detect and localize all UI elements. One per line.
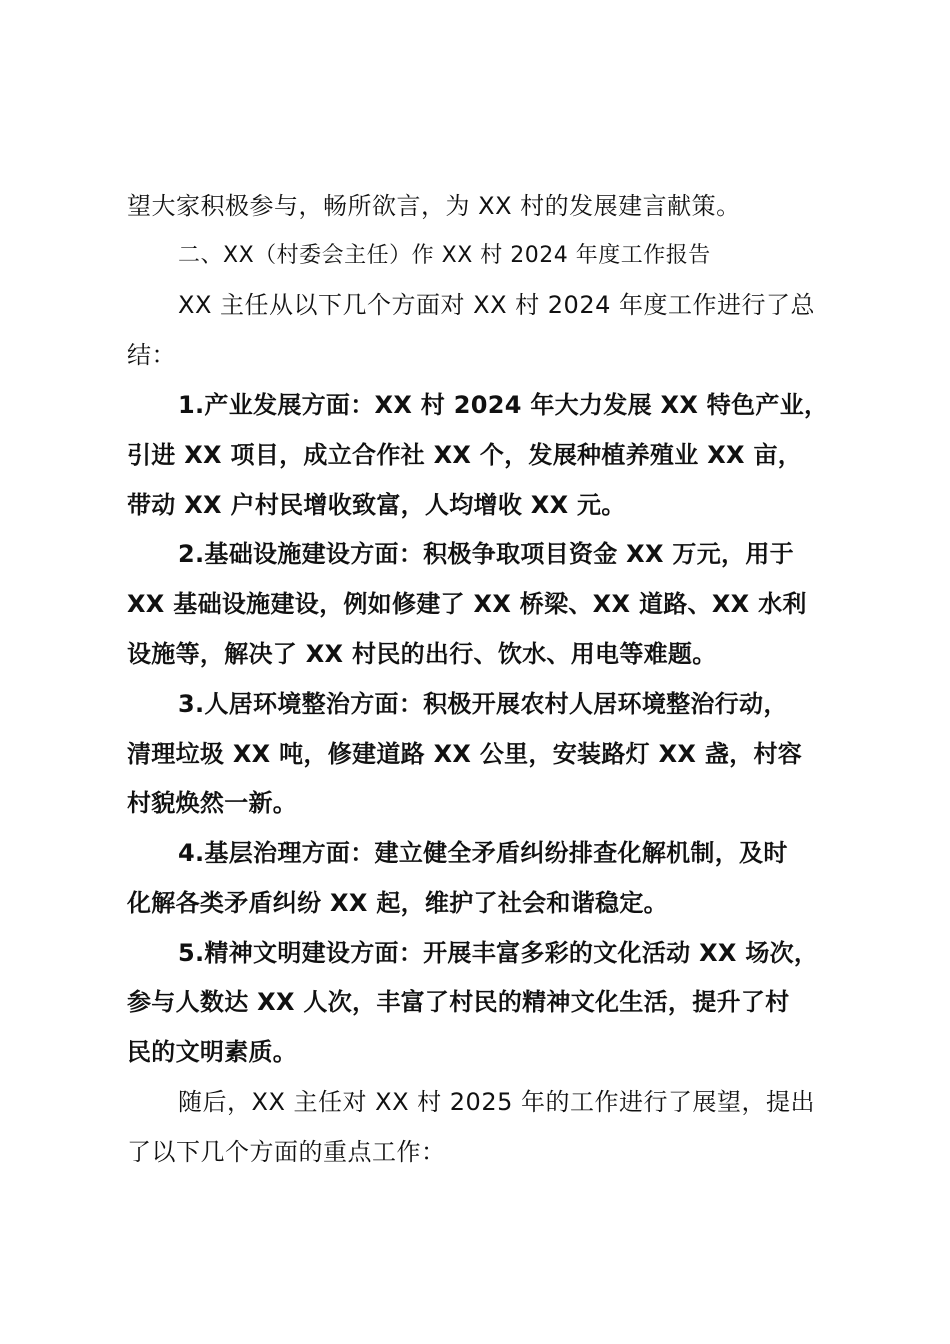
paragraph-line: XX 主任从以下几个方面对 XX 村 2024 年度工作进行了总 [178, 291, 815, 319]
paragraph-line: 结： [127, 341, 176, 369]
bold-item-line: 带动 XX 户村民增收致富，人均增收 XX 元。 [127, 491, 626, 519]
bold-item-line: 民的文明素质。 [127, 1038, 298, 1066]
paragraph-line: 了以下几个方面的重点工作： [127, 1138, 446, 1166]
bold-item-line: 4.基层治理方面：建立健全矛盾纠纷排查化解机制，及时 [178, 839, 788, 867]
bold-item-line: 3.人居环境整治方面：积极开展农村人居环境整治行动， [178, 690, 788, 718]
bold-item-line: 设施等，解决了 XX 村民的出行、饮水、用电等难题。 [127, 640, 717, 668]
bold-item-line: 村貌焕然一新。 [127, 789, 298, 817]
section-heading: 二、XX（村委会主任）作 XX 村 2024 年度工作报告 [178, 243, 711, 268]
paragraph-line: 随后，XX 主任对 XX 村 2025 年的工作进行了展望，提出 [178, 1088, 815, 1116]
bold-item-line: 清理垃圾 XX 吨，修建道路 XX 公里，安装路灯 XX 盏，村容 [127, 740, 803, 768]
bold-item-line: 化解各类矛盾纠纷 XX 起，维护了社会和谐稳定。 [127, 889, 668, 917]
bold-item-line: 参与人数达 XX 人次，丰富了村民的精神文化生活，提升了村 [127, 988, 790, 1016]
bold-item-line: 5.精神文明建设方面：开展丰富多彩的文化活动 XX 场次， [178, 939, 819, 967]
paragraph-line: 望大家积极参与，畅所欲言，为 XX 村的发展建言献策。 [127, 192, 741, 220]
bold-item-line: 1.产业发展方面：XX 村 2024 年大力发展 XX 特色产业， [178, 391, 829, 419]
bold-item-line: 引进 XX 项目，成立合作社 XX 个，发展种植养殖业 XX 亩， [127, 441, 803, 469]
bold-item-line: XX 基础设施建设，例如修建了 XX 桥梁、XX 道路、XX 水利 [127, 590, 807, 618]
bold-item-line: 2.基础设施建设方面：积极争取项目资金 XX 万元，用于 [178, 540, 794, 568]
